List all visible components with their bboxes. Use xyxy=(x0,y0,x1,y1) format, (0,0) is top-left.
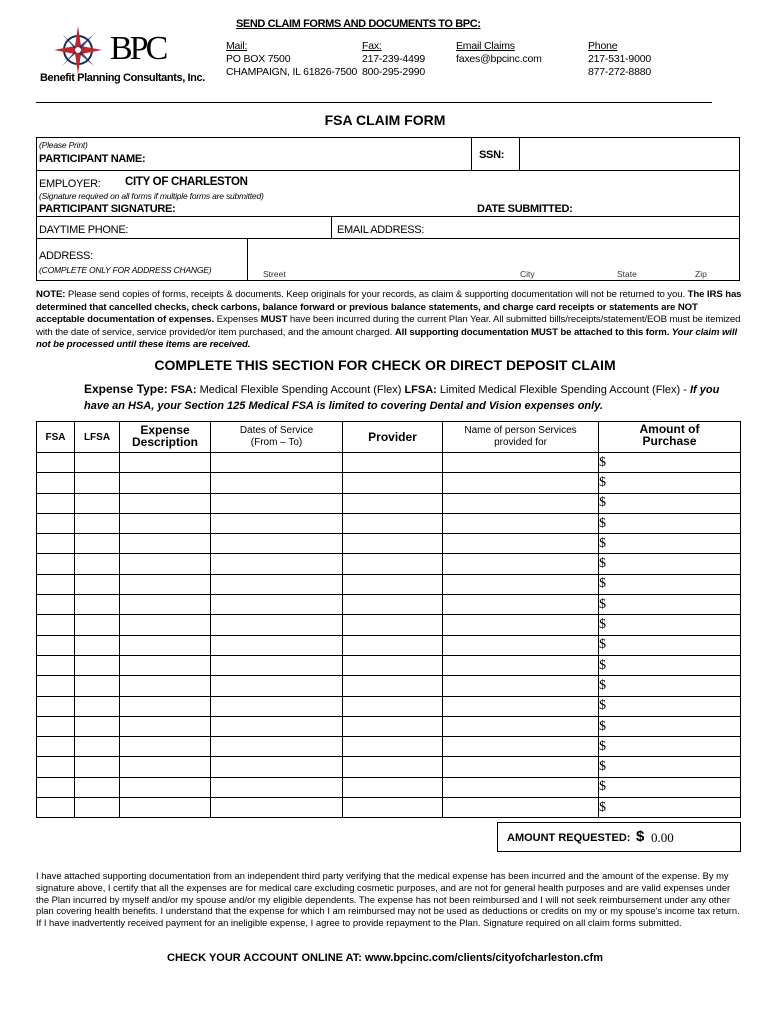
participant-name-label: PARTICIPANT NAME: xyxy=(39,153,146,165)
provider-cell[interactable] xyxy=(343,696,443,716)
amount-cell[interactable]: $ xyxy=(599,655,741,675)
expense-description-cell[interactable] xyxy=(120,716,211,736)
email-link[interactable]: faxes@bpcinc.com xyxy=(456,53,542,65)
company-logo xyxy=(40,18,210,88)
dates-of-service-cell[interactable] xyxy=(211,615,343,635)
email-contact xyxy=(456,40,542,66)
compass-star-icon xyxy=(48,24,112,76)
amount-cell[interactable]: $ xyxy=(599,473,741,493)
lfsa-description: Limited Medical Flexible Spending Account (Flex) - xyxy=(436,384,690,396)
person-name-cell[interactable] xyxy=(443,655,599,675)
hsa-note: If you have an HSA, your Section 125 Medical FSA is limited to covering Dental and Vision expenses only. xyxy=(84,384,720,412)
fsa-checkbox-cell[interactable] xyxy=(37,696,75,716)
expense-description-cell[interactable] xyxy=(120,473,211,493)
lfsa-label: LFSA: xyxy=(404,384,437,396)
note-text: have been incurred during the current Plan Year. All submitted bills/receipts/statement/EOB must be itemized with the date of service, service provided/or item purchased, and the amount charged. xyxy=(36,314,741,338)
dates-of-service-cell[interactable] xyxy=(211,453,343,473)
person-name-cell[interactable] xyxy=(443,554,599,574)
ssn-field[interactable] xyxy=(520,138,740,170)
amount-cell[interactable]: $ xyxy=(599,696,741,716)
amount-cell[interactable]: $ xyxy=(599,777,741,797)
provider-cell[interactable] xyxy=(343,635,443,655)
fsa-checkbox-cell[interactable] xyxy=(37,798,75,818)
amount-requested-value[interactable]: 0.00 xyxy=(651,830,674,845)
amount-cell[interactable]: $ xyxy=(599,635,741,655)
expense-description-cell[interactable] xyxy=(120,757,211,777)
expense-description-cell[interactable] xyxy=(120,534,211,554)
amount-dollar-sign: $ xyxy=(636,828,645,845)
provider-cell[interactable] xyxy=(343,676,443,696)
form-title: FSA CLAIM FORM xyxy=(324,112,446,128)
table-row xyxy=(37,615,741,635)
table-row xyxy=(37,676,741,696)
provider-cell[interactable] xyxy=(343,574,443,594)
lfsa-checkbox-cell[interactable] xyxy=(75,757,120,777)
online-account-link[interactable]: CHECK YOUR ACCOUNT ONLINE AT: www.bpcinc.com/clients/cityofcharleston.cfm xyxy=(167,952,603,964)
table-row xyxy=(37,716,741,736)
dates-of-service-cell[interactable] xyxy=(211,513,343,533)
table-row xyxy=(37,696,741,716)
fsa-checkbox-cell[interactable] xyxy=(37,615,75,635)
address-change-note: (COMPLETE ONLY FOR ADDRESS CHANGE) xyxy=(39,265,212,275)
amount-cell[interactable]: $ xyxy=(599,716,741,736)
dates-of-service-cell[interactable] xyxy=(211,595,343,615)
claims-table-wrapper xyxy=(36,421,741,818)
provider-cell[interactable] xyxy=(343,615,443,635)
header-person-name: Name of person Services provided for xyxy=(443,422,599,453)
address-label: ADDRESS: xyxy=(39,250,93,262)
provider-cell[interactable] xyxy=(343,453,443,473)
expense-description-cell[interactable] xyxy=(120,798,211,818)
amount-cell[interactable]: $ xyxy=(599,737,741,757)
provider-cell[interactable] xyxy=(343,777,443,797)
provider-cell[interactable] xyxy=(343,493,443,513)
participant-signature-field[interactable] xyxy=(37,200,471,216)
section-title: COMPLETE THIS SECTION FOR CHECK OR DIRECT DEPOSIT CLAIM xyxy=(154,357,616,373)
note-label: NOTE: xyxy=(36,289,66,300)
provider-cell[interactable] xyxy=(343,757,443,777)
table-row xyxy=(37,737,741,757)
amount-requested-label: AMOUNT REQUESTED: xyxy=(507,832,631,844)
expense-description-cell[interactable] xyxy=(120,777,211,797)
dates-of-service-cell[interactable] xyxy=(211,798,343,818)
header-dates-of-service: Dates of Service (From – To) xyxy=(211,422,343,453)
table-row xyxy=(37,757,741,777)
provider-cell[interactable] xyxy=(343,737,443,757)
contact-line: 800-295-2990 xyxy=(362,66,425,78)
expense-description-cell[interactable] xyxy=(120,676,211,696)
contact-line: PO BOX 7500 xyxy=(226,53,291,65)
table-header-row xyxy=(37,422,741,453)
dates-of-service-cell[interactable] xyxy=(211,737,343,757)
person-name-cell[interactable] xyxy=(443,615,599,635)
person-name-cell[interactable] xyxy=(443,798,599,818)
dates-of-service-cell[interactable] xyxy=(211,534,343,554)
date-submitted-label: DATE SUBMITTED: xyxy=(477,203,573,215)
provider-cell[interactable] xyxy=(343,595,443,615)
person-name-cell[interactable] xyxy=(443,493,599,513)
provider-cell[interactable] xyxy=(343,798,443,818)
table-row xyxy=(37,554,741,574)
dates-of-service-cell[interactable] xyxy=(211,757,343,777)
fsa-label: FSA: xyxy=(170,384,197,396)
fsa-checkbox-cell[interactable] xyxy=(37,777,75,797)
send-claims-title: SEND CLAIM FORMS AND DOCUMENTS TO BPC: xyxy=(236,18,481,30)
fsa-description: Medical Flexible Spending Account (Flex) xyxy=(196,384,405,396)
dates-of-service-cell[interactable] xyxy=(211,777,343,797)
signature-note: (Signature required on all forms if multiple forms are submitted) xyxy=(39,191,264,201)
header-provider: Provider xyxy=(343,422,443,453)
note-irs-text: The IRS has determined that cancelled checks, check carbons, balance forward or previous balance statements, and charge card receipts or statements are NOT acceptable documentation of expenses. xyxy=(36,289,742,326)
expense-description-cell[interactable] xyxy=(120,635,211,655)
zip-label: Zip xyxy=(695,269,707,279)
lfsa-checkbox-cell[interactable] xyxy=(75,655,120,675)
dates-of-service-cell[interactable] xyxy=(211,696,343,716)
provider-cell[interactable] xyxy=(343,534,443,554)
note-text: Please send copies of forms, receipts & documents. Keep originals for your records, as claim & supporting documentation will not be returned to you. xyxy=(65,289,688,300)
table-row xyxy=(37,635,741,655)
amount-cell[interactable]: $ xyxy=(599,798,741,818)
participant-signature-label: PARTICIPANT SIGNATURE: xyxy=(39,203,176,215)
dates-of-service-cell[interactable] xyxy=(211,716,343,736)
table-row xyxy=(37,473,741,493)
fax-contact xyxy=(362,40,425,79)
lfsa-checkbox-cell[interactable] xyxy=(75,716,120,736)
amount-requested-box xyxy=(497,822,741,852)
fsa-checkbox-cell[interactable] xyxy=(37,595,75,615)
lfsa-checkbox-cell[interactable] xyxy=(75,635,120,655)
fsa-checkbox-cell[interactable] xyxy=(37,554,75,574)
fsa-checkbox-cell[interactable] xyxy=(37,513,75,533)
table-row xyxy=(37,595,741,615)
lfsa-checkbox-cell[interactable] xyxy=(75,453,120,473)
divider xyxy=(331,216,332,238)
amount-cell[interactable]: $ xyxy=(599,574,741,594)
note-paragraph xyxy=(36,289,742,352)
divider xyxy=(471,138,472,170)
fsa-checkbox-cell[interactable] xyxy=(37,574,75,594)
table-row xyxy=(37,655,741,675)
fsa-checkbox-cell[interactable] xyxy=(37,655,75,675)
provider-cell[interactable] xyxy=(343,513,443,533)
lfsa-checkbox-cell[interactable] xyxy=(75,676,120,696)
certification-text: I have attached supporting documentation from an independent third party verifying that the medical expense has been incurred and the amount of the expense. By my signature above, I certify that all the expenses are for medical care excluding cosmetic purposes, and are not for general health purposes and are valid expenses under the Plan incurred by myself and/or my spouse and/or my eligible dependents. The expense has not been reimbursed and I will not seek reimbursement under any other plan covering health benefits. I understand that the expense for which I am reimbursed may not be used as deductions or credits on my or my spouse's income tax return. If I have inadvertently received payment for an ineligible expense, I agree to provide repayment to the Plan. Signature required on all claim forms submitted. xyxy=(36,870,740,929)
fsa-checkbox-cell[interactable] xyxy=(37,737,75,757)
claim-rows xyxy=(37,453,741,818)
mail-contact xyxy=(226,40,357,79)
expense-type-label: Expense Type: xyxy=(84,382,168,396)
table-row xyxy=(37,493,741,513)
provider-cell[interactable] xyxy=(343,716,443,736)
header-expense-description: Expense Description xyxy=(120,422,211,453)
person-name-cell[interactable] xyxy=(443,676,599,696)
expense-type-paragraph xyxy=(84,381,734,414)
lfsa-checkbox-cell[interactable] xyxy=(75,493,120,513)
ssn-label: SSN: xyxy=(479,149,505,161)
person-name-cell[interactable] xyxy=(443,473,599,493)
expense-description-cell[interactable] xyxy=(120,574,211,594)
lfsa-checkbox-cell[interactable] xyxy=(75,615,120,635)
divider xyxy=(37,170,739,171)
claims-table xyxy=(36,421,741,818)
contact-heading: Phone xyxy=(588,40,618,52)
dates-of-service-cell[interactable] xyxy=(211,635,343,655)
lfsa-checkbox-cell[interactable] xyxy=(75,798,120,818)
employer-label: EMPLOYER: xyxy=(39,178,101,190)
table-row xyxy=(37,513,741,533)
fsa-checkbox-cell[interactable] xyxy=(37,635,75,655)
city-label: City xyxy=(520,269,535,279)
contact-heading: Email Claims xyxy=(456,40,515,52)
logo-letters: BPC xyxy=(110,30,166,67)
person-name-cell[interactable] xyxy=(443,757,599,777)
person-name-cell[interactable] xyxy=(443,635,599,655)
fsa-checkbox-cell[interactable] xyxy=(37,534,75,554)
fsa-checkbox-cell[interactable] xyxy=(37,453,75,473)
expense-description-cell[interactable] xyxy=(120,696,211,716)
amount-cell[interactable]: $ xyxy=(599,513,741,533)
person-name-cell[interactable] xyxy=(443,453,599,473)
employer-value: CITY OF CHARLESTON xyxy=(125,176,248,188)
lfsa-checkbox-cell[interactable] xyxy=(75,574,120,594)
fsa-checkbox-cell[interactable] xyxy=(37,716,75,736)
header-lfsa: LFSA xyxy=(75,422,120,453)
table-row xyxy=(37,534,741,554)
address-field[interactable] xyxy=(248,239,739,279)
contact-line: 217-531-9000 xyxy=(588,53,651,65)
person-name-cell[interactable] xyxy=(443,513,599,533)
participant-name-field[interactable] xyxy=(37,138,471,170)
contact-line: 877-272-8880 xyxy=(588,66,651,78)
amount-cell[interactable]: $ xyxy=(599,676,741,696)
lfsa-checkbox-cell[interactable] xyxy=(75,777,120,797)
person-name-cell[interactable] xyxy=(443,595,599,615)
dates-of-service-cell[interactable] xyxy=(211,554,343,574)
dates-of-service-cell[interactable] xyxy=(211,493,343,513)
note-must: MUST xyxy=(260,314,288,326)
lfsa-checkbox-cell[interactable] xyxy=(75,534,120,554)
person-name-cell[interactable] xyxy=(443,716,599,736)
person-name-cell[interactable] xyxy=(443,777,599,797)
lfsa-checkbox-cell[interactable] xyxy=(75,473,120,493)
lfsa-checkbox-cell[interactable] xyxy=(75,554,120,574)
expense-description-cell[interactable] xyxy=(120,453,211,473)
amount-cell[interactable]: $ xyxy=(599,534,741,554)
company-name: Benefit Planning Consultants, Inc. xyxy=(40,72,205,84)
amount-cell[interactable]: $ xyxy=(599,554,741,574)
please-print-note: (Please Print) xyxy=(39,140,88,150)
header-divider xyxy=(36,102,712,103)
dates-of-service-cell[interactable] xyxy=(211,676,343,696)
provider-cell[interactable] xyxy=(343,473,443,493)
street-label: Street xyxy=(263,269,286,279)
expense-description-cell[interactable] xyxy=(120,655,211,675)
participant-info-box xyxy=(36,137,740,281)
amount-cell[interactable]: $ xyxy=(599,595,741,615)
fsa-checkbox-cell[interactable] xyxy=(37,757,75,777)
expense-description-cell[interactable] xyxy=(120,595,211,615)
contact-heading: Mail: xyxy=(226,40,248,52)
expense-description-cell[interactable] xyxy=(120,513,211,533)
contact-line: 217-239-4499 xyxy=(362,53,425,65)
dates-of-service-cell[interactable] xyxy=(211,574,343,594)
lfsa-checkbox-cell[interactable] xyxy=(75,737,120,757)
person-name-cell[interactable] xyxy=(443,574,599,594)
expense-description-cell[interactable] xyxy=(120,737,211,757)
fsa-checkbox-cell[interactable] xyxy=(37,473,75,493)
expense-description-cell[interactable] xyxy=(120,615,211,635)
amount-cell[interactable]: $ xyxy=(599,493,741,513)
provider-cell[interactable] xyxy=(343,554,443,574)
note-attached-text: All supporting documentation MUST be attached to this form. xyxy=(394,326,670,338)
fsa-checkbox-cell[interactable] xyxy=(37,676,75,696)
amount-cell[interactable]: $ xyxy=(599,615,741,635)
table-row xyxy=(37,798,741,818)
person-name-cell[interactable] xyxy=(443,696,599,716)
person-name-cell[interactable] xyxy=(443,737,599,757)
lfsa-checkbox-cell[interactable] xyxy=(75,696,120,716)
divider xyxy=(37,216,739,217)
person-name-cell[interactable] xyxy=(443,534,599,554)
fsa-checkbox-cell[interactable] xyxy=(37,493,75,513)
header-fsa: FSA xyxy=(37,422,75,453)
daytime-phone-label: DAYTIME PHONE: xyxy=(39,224,129,236)
header-amount: Amount of Purchase xyxy=(599,422,741,453)
provider-cell[interactable] xyxy=(343,655,443,675)
lfsa-checkbox-cell[interactable] xyxy=(75,513,120,533)
contact-heading: Fax: xyxy=(362,40,382,52)
lfsa-checkbox-cell[interactable] xyxy=(75,595,120,615)
amount-cell[interactable]: $ xyxy=(599,453,741,473)
table-row xyxy=(37,777,741,797)
dates-of-service-cell[interactable] xyxy=(211,655,343,675)
email-address-label: EMAIL ADDRESS: xyxy=(337,224,425,236)
amount-cell[interactable]: $ xyxy=(599,757,741,777)
table-row xyxy=(37,453,741,473)
expense-description-cell[interactable] xyxy=(120,493,211,513)
expense-description-cell[interactable] xyxy=(120,554,211,574)
dates-of-service-cell[interactable] xyxy=(211,473,343,493)
phone-contact xyxy=(588,40,651,79)
note-processing-text: Your claim will not be processed until these items are received. xyxy=(36,326,738,351)
table-row xyxy=(37,574,741,594)
state-label: State xyxy=(617,269,637,279)
note-text: Expenses xyxy=(214,314,261,326)
contact-line: CHAMPAIGN, IL 61826-7500 xyxy=(226,66,358,78)
